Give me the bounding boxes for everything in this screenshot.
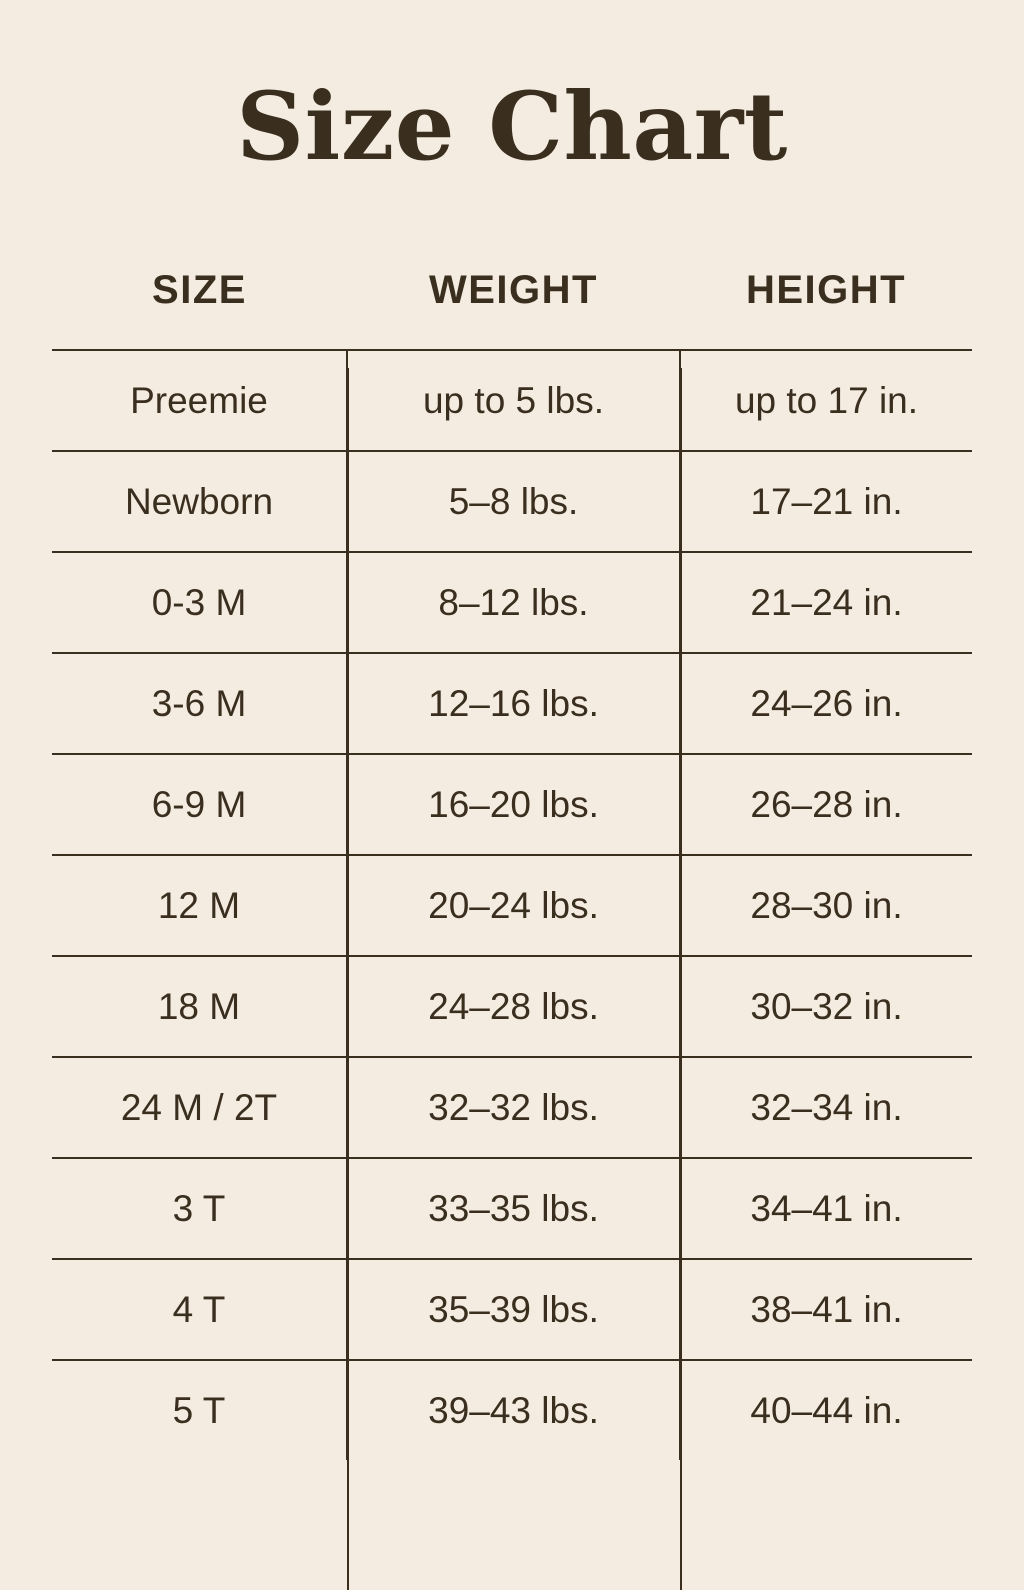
column-header-weight: WEIGHT (429, 268, 598, 312)
cell-height: 30–32 in. (680, 956, 972, 1057)
table-row (52, 1360, 972, 1460)
cell-size: 5 T (52, 1360, 347, 1460)
cell-weight: 8–12 lbs. (347, 552, 680, 653)
cell-weight: 32–32 lbs. (347, 1057, 680, 1158)
table-row (52, 855, 972, 956)
cell-height: 40–44 in. (680, 1360, 972, 1460)
cell-size: Newborn (52, 451, 347, 552)
cell-size: Preemie (52, 350, 347, 451)
table-header (52, 268, 972, 350)
cell-weight: up to 5 lbs. (347, 350, 680, 451)
cell-size: 24 M / 2T (52, 1057, 347, 1158)
size-chart-table (52, 268, 972, 1460)
table-row (52, 653, 972, 754)
cell-size: 0-3 M (52, 552, 347, 653)
cell-height: 34–41 in. (680, 1158, 972, 1259)
column-divider-2 (680, 368, 682, 1590)
table-row (52, 1158, 972, 1259)
cell-weight: 39–43 lbs. (347, 1360, 680, 1460)
cell-weight: 24–28 lbs. (347, 956, 680, 1057)
cell-size: 4 T (52, 1259, 347, 1360)
cell-size: 12 M (52, 855, 347, 956)
cell-height: 38–41 in. (680, 1259, 972, 1360)
cell-height: 28–30 in. (680, 855, 972, 956)
column-header-height: HEIGHT (745, 268, 907, 312)
table-row (52, 451, 972, 552)
cell-weight: 5–8 lbs. (347, 451, 680, 552)
cell-weight: 20–24 lbs. (347, 855, 680, 956)
cell-weight: 33–35 lbs. (347, 1158, 680, 1259)
table-header-row (52, 268, 972, 350)
cell-weight: 12–16 lbs. (347, 653, 680, 754)
column-header-size: SIZE (152, 268, 247, 312)
cell-height: 17–21 in. (680, 451, 972, 552)
table-row (52, 1057, 972, 1158)
cell-height: 26–28 in. (680, 754, 972, 855)
cell-size: 6-9 M (52, 754, 347, 855)
cell-size: 3 T (52, 1158, 347, 1259)
cell-size: 3-6 M (52, 653, 347, 754)
cell-size: 18 M (52, 956, 347, 1057)
size-chart-table-container (52, 268, 972, 1460)
table-row (52, 552, 972, 653)
cell-weight: 35–39 lbs. (347, 1259, 680, 1360)
table-row (52, 754, 972, 855)
cell-height: 32–34 in. (680, 1057, 972, 1158)
cell-height: up to 17 in. (680, 350, 972, 451)
table-row (52, 1259, 972, 1360)
table-row (52, 350, 972, 451)
cell-weight: 16–20 lbs. (347, 754, 680, 855)
page-title: Size Chart (236, 72, 788, 182)
table-body (52, 350, 972, 1460)
cell-height: 24–26 in. (680, 653, 972, 754)
cell-height: 21–24 in. (680, 552, 972, 653)
table-row (52, 956, 972, 1057)
column-divider-1 (347, 368, 349, 1590)
